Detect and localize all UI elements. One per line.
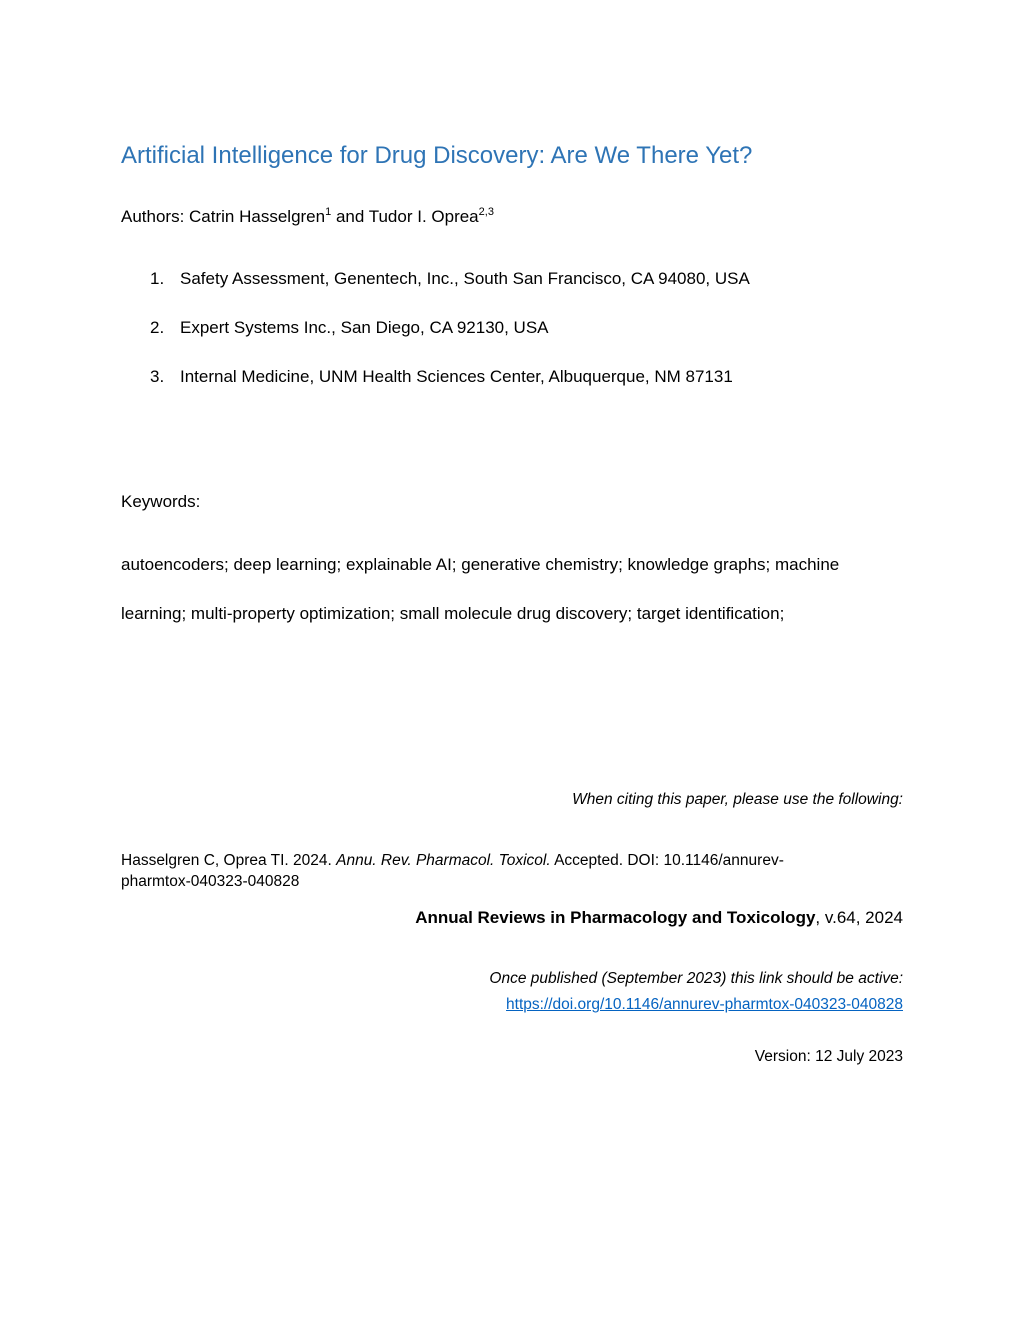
affiliation-text: Internal Medicine, UNM Health Sciences Center, Albuquerque, NM 87131 — [180, 367, 733, 386]
affiliation-item — [150, 367, 733, 387]
version-label: Version: 12 July 2023 — [754, 1048, 903, 1065]
authors-prefix: Authors: Catrin Hasselgren — [121, 207, 326, 226]
journal-name: Annual Reviews in Pharmacology and Toxicology — [415, 908, 816, 927]
authors-line — [121, 207, 494, 227]
journal-line — [415, 908, 903, 928]
affiliation-item — [150, 318, 549, 338]
author-affiliation-sup-1: 1 — [325, 206, 332, 218]
affiliation-text: Safety Assessment, Genentech, Inc., South San Francisco, CA 94080, USA — [180, 269, 750, 288]
affiliation-text: Expert Systems Inc., San Diego, CA 92130, USA — [180, 318, 549, 337]
citation-authors-year: Hasselgren C, Oprea TI. 2024. — [121, 852, 337, 869]
journal-volume: , v.64, 2024 — [815, 908, 903, 927]
citation-text — [121, 850, 841, 892]
keywords-label: Keywords: — [121, 492, 201, 511]
keywords-line-1: autoencoders; deep learning; explainable AI; generative chemistry; knowledge graphs; machine — [121, 555, 840, 574]
doi-link[interactable]: https://doi.org/10.1146/annurev-pharmtox-040323-040828 — [506, 996, 903, 1013]
affiliation-item — [150, 269, 750, 289]
citation-note: When citing this paper, please use the following: — [572, 791, 903, 808]
keywords-line-2: learning; multi-property optimization; small molecule drug discovery; target identification; — [121, 604, 785, 623]
affiliation-number: 3. — [150, 367, 165, 386]
author-affiliation-sup-2: 2,3 — [478, 206, 494, 218]
publish-note: Once published (September 2023) this link should be active: — [489, 970, 903, 987]
citation-journal-abbrev: Annu. Rev. Pharmacol. Toxicol. — [336, 852, 551, 869]
affiliation-number: 1. — [150, 269, 165, 288]
citation-rest: Accepted. DOI: 10.1146/annurev-pharmtox-040323-040828 — [121, 852, 784, 890]
affiliation-number: 2. — [150, 318, 165, 337]
paper-title: Artificial Intelligence for Drug Discovery: Are We There Yet? — [121, 142, 753, 169]
authors-middle: and Tudor I. Oprea — [331, 207, 479, 226]
